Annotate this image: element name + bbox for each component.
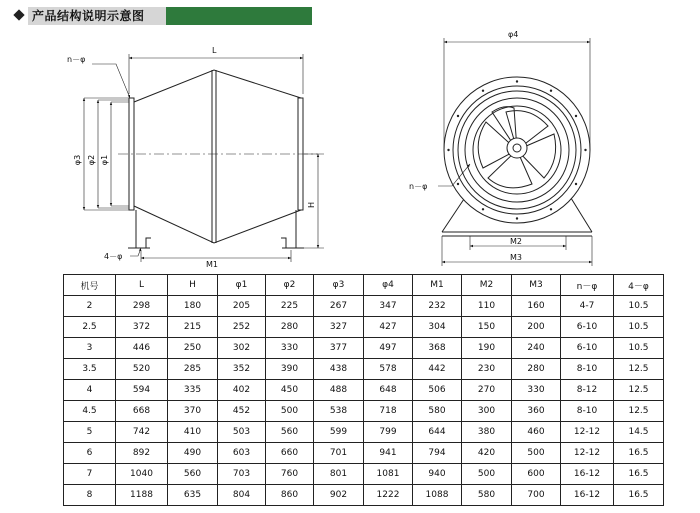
table-cell: 1222 (364, 485, 413, 506)
table-header (64, 275, 664, 296)
table-row (64, 338, 664, 359)
table-cell: 230 (462, 359, 512, 380)
table-cell: 3 (64, 338, 116, 359)
column-header: 4－φ (614, 275, 664, 296)
section-title: 产品结构说明示意图 (32, 9, 145, 23)
table-cell: 16.5 (614, 443, 664, 464)
table-cell: 370 (168, 401, 218, 422)
M1-label: M1 (206, 260, 218, 269)
table-cell: 377 (314, 338, 364, 359)
table-cell: 427 (364, 317, 413, 338)
table-row (64, 464, 664, 485)
table-cell: 902 (314, 485, 364, 506)
table-cell: 298 (116, 296, 168, 317)
table-cell: 335 (168, 380, 218, 401)
table-cell: 3.5 (64, 359, 116, 380)
phi2-label: φ2 (87, 154, 96, 166)
table-cell: 701 (314, 443, 364, 464)
column-header: H (168, 275, 218, 296)
casing-bottom (134, 206, 301, 243)
table-cell: 304 (413, 317, 462, 338)
table-cell: 368 (413, 338, 462, 359)
front-n-phi-label: n－φ (409, 182, 428, 191)
table-cell: 250 (168, 338, 218, 359)
table-row (64, 401, 664, 422)
column-header: φ4 (364, 275, 413, 296)
table-cell: 500 (462, 464, 512, 485)
table-row (64, 296, 664, 317)
phi4-label: φ4 (508, 30, 519, 39)
front-view (438, 38, 592, 266)
M2-label: M2 (510, 237, 522, 246)
table-cell: 302 (218, 338, 266, 359)
table-cell: 452 (218, 401, 266, 422)
table-cell: 300 (462, 401, 512, 422)
column-header: n－φ (561, 275, 614, 296)
table-cell: 648 (364, 380, 413, 401)
table-row (64, 485, 664, 506)
table-cell: 372 (116, 317, 168, 338)
table-cell: 352 (218, 359, 266, 380)
table-cell: 410 (168, 422, 218, 443)
table-cell: 8-12 (561, 380, 614, 401)
table-cell: 10.5 (614, 317, 664, 338)
column-header: φ2 (266, 275, 314, 296)
table-cell: 4 (64, 380, 116, 401)
table-cell: 190 (462, 338, 512, 359)
table-cell: 8-10 (561, 401, 614, 422)
table-cell: 267 (314, 296, 364, 317)
column-header: 机号 (64, 275, 116, 296)
table-cell: 742 (116, 422, 168, 443)
table-cell: 7 (64, 464, 116, 485)
table-cell: 6 (64, 443, 116, 464)
table-cell: 1081 (364, 464, 413, 485)
table-row (64, 380, 664, 401)
table-cell: 503 (218, 422, 266, 443)
table-cell: 490 (168, 443, 218, 464)
table-cell: 380 (462, 422, 512, 443)
table-cell: 16.5 (614, 485, 664, 506)
table-cell: 12-12 (561, 443, 614, 464)
table-cell: 599 (314, 422, 364, 443)
table-cell: 390 (266, 359, 314, 380)
table-cell: 660 (266, 443, 314, 464)
table-cell: 500 (266, 401, 314, 422)
table-cell: 940 (413, 464, 462, 485)
header-accent-bar (166, 7, 312, 25)
table-cell: 252 (218, 317, 266, 338)
side-view (84, 54, 324, 262)
table-cell: 8 (64, 485, 116, 506)
table-cell: 538 (314, 401, 364, 422)
table-cell: 760 (266, 464, 314, 485)
table-cell: 150 (462, 317, 512, 338)
table-cell: 799 (364, 422, 413, 443)
table-cell: 446 (116, 338, 168, 359)
table-cell: 8-10 (561, 359, 614, 380)
table-cell: 700 (512, 485, 561, 506)
table-cell: 635 (168, 485, 218, 506)
table-cell: 438 (314, 359, 364, 380)
table-cell: 12.5 (614, 401, 664, 422)
table-cell: 160 (512, 296, 561, 317)
table-cell: 180 (168, 296, 218, 317)
table-cell: 402 (218, 380, 266, 401)
right-foot (281, 210, 296, 248)
table-cell: 12-12 (561, 422, 614, 443)
table-cell: 4-7 (561, 296, 614, 317)
table-row (64, 317, 664, 338)
table-cell: 232 (413, 296, 462, 317)
table-cell: 330 (512, 380, 561, 401)
table-cell: 285 (168, 359, 218, 380)
table-cell: 330 (266, 338, 314, 359)
table-cell: 860 (266, 485, 314, 506)
table-cell: 804 (218, 485, 266, 506)
table-cell: 360 (512, 401, 561, 422)
spec-table (63, 274, 664, 506)
table-cell: 560 (168, 464, 218, 485)
table-cell: 1088 (413, 485, 462, 506)
table-cell: 4.5 (64, 401, 116, 422)
table-cell: 16-12 (561, 485, 614, 506)
table-cell: 506 (413, 380, 462, 401)
table-cell: 10.5 (614, 338, 664, 359)
table-cell: 450 (266, 380, 314, 401)
table-cell: 6-10 (561, 317, 614, 338)
table-cell: 420 (462, 443, 512, 464)
structure-drawing (0, 28, 700, 274)
table-cell: 2.5 (64, 317, 116, 338)
left-foot (136, 210, 151, 248)
table-cell: 215 (168, 317, 218, 338)
table-cell: 1188 (116, 485, 168, 506)
table-cell: 580 (462, 485, 512, 506)
column-header: M2 (462, 275, 512, 296)
table-cell: 16-12 (561, 464, 614, 485)
table-row (64, 443, 664, 464)
L-label: L (212, 46, 217, 55)
table-cell: 560 (266, 422, 314, 443)
section-header (0, 0, 700, 30)
four-phi-label: 4－φ (104, 252, 123, 261)
table-row (64, 422, 664, 443)
table-cell: 460 (512, 422, 561, 443)
table-cell: 327 (314, 317, 364, 338)
table-cell: 240 (512, 338, 561, 359)
table-cell: 668 (116, 401, 168, 422)
header-row (64, 275, 664, 296)
H-label: H (307, 201, 316, 209)
table-cell: 520 (116, 359, 168, 380)
table-cell: 12.5 (614, 380, 664, 401)
table-cell: 1040 (116, 464, 168, 485)
table-cell: 603 (218, 443, 266, 464)
M3-label: M3 (510, 253, 522, 262)
table-cell: 280 (512, 359, 561, 380)
table-cell: 14.5 (614, 422, 664, 443)
phi3-label: φ3 (73, 154, 82, 166)
table-cell: 5 (64, 422, 116, 443)
table-cell: 270 (462, 380, 512, 401)
table-cell: 6-10 (561, 338, 614, 359)
table-cell: 205 (218, 296, 266, 317)
table-cell: 594 (116, 380, 168, 401)
diamond-bullet-icon (13, 9, 24, 20)
table-cell: 892 (116, 443, 168, 464)
table-cell: 200 (512, 317, 561, 338)
casing-top (134, 70, 301, 102)
table-cell: 703 (218, 464, 266, 485)
table-row (64, 359, 664, 380)
n-phi-label: n－φ (67, 55, 86, 64)
phi1-label: φ1 (100, 154, 109, 166)
table-cell: 644 (413, 422, 462, 443)
table-cell: 16.5 (614, 464, 664, 485)
table-body (64, 296, 664, 506)
table-cell: 600 (512, 464, 561, 485)
table-cell: 801 (314, 464, 364, 485)
table-cell: 578 (364, 359, 413, 380)
table-cell: 941 (364, 443, 413, 464)
column-header: φ3 (314, 275, 364, 296)
column-header: L (116, 275, 168, 296)
table-cell: 794 (413, 443, 462, 464)
table-cell: 442 (413, 359, 462, 380)
column-header: M1 (413, 275, 462, 296)
table-cell: 12.5 (614, 359, 664, 380)
table-cell: 500 (512, 443, 561, 464)
table-cell: 497 (364, 338, 413, 359)
table-cell: 2 (64, 296, 116, 317)
table-cell: 280 (266, 317, 314, 338)
column-header: M3 (512, 275, 561, 296)
table-cell: 718 (364, 401, 413, 422)
table-cell: 10.5 (614, 296, 664, 317)
table-cell: 488 (314, 380, 364, 401)
table-cell: 580 (413, 401, 462, 422)
table-cell: 110 (462, 296, 512, 317)
table-cell: 225 (266, 296, 314, 317)
table-cell: 347 (364, 296, 413, 317)
column-header: φ1 (218, 275, 266, 296)
